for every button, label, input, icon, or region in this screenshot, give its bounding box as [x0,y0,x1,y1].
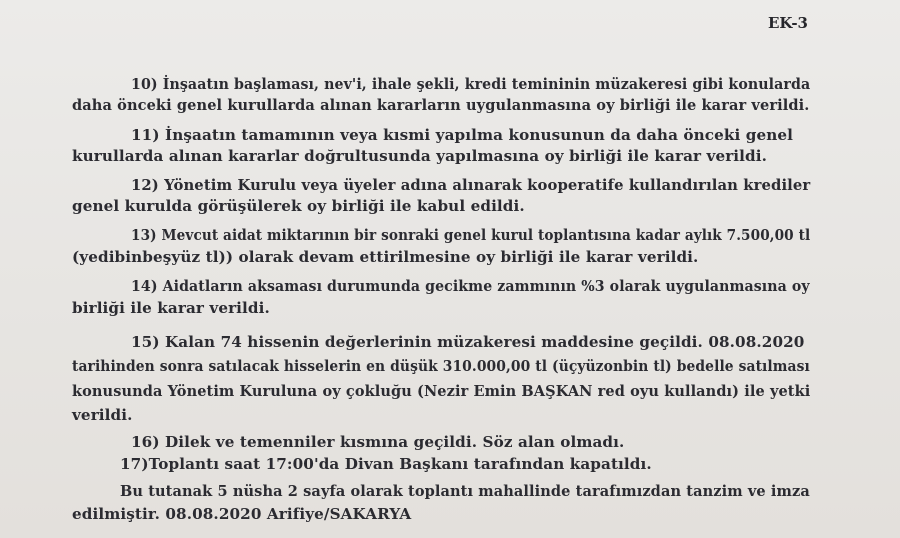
item-15-line-2: tarihinden sonra satılacak hisselerin en düşük 310.000,00 tl (üçyüzonbin tl) bedelle satılması [72,357,810,375]
item-16-line-1: 16) Dilek ve temenniler kısmına geçildi. Söz alan olmadı. [131,433,625,451]
closing-line-2: edilmiştir. 08.08.2020 Arifiye/SAKARYA [72,505,412,523]
item-13-line-1: 13) Mevcut aidat miktarının bir sonraki genel kurul toplantısına kadar aylık 7.500,00 tl [131,226,811,244]
item-10-line-2: daha önceki genel kurullarda alınan kararların uygulanmasına oy birliği ile karar verildi. [72,96,810,114]
item-15-line-1: 15) Kalan 74 hissenin değerlerinin müzakeresi maddesine geçildi. 08.08.2020 [131,333,805,351]
page-tag: EK-3 [767,14,808,32]
item-13-line-2: (yedibinbeşyüz tl)) olarak devam ettirilmesine oy birliği ile karar verildi. [72,248,699,266]
item-11-line-2: kurullarda alınan kararlar doğrultusunda yapılmasına oy birliği ile karar verildi. [72,147,768,165]
item-14-line-1: 14) Aidatların aksaması durumunda gecikme zammının %3 olarak uygulanmasına oy [131,277,810,295]
item-17-line-1: 17)Toplantı saat 17:00'da Divan Başkanı tarafından kapatıldı. [120,455,652,473]
item-12-line-2: genel kurulda görüşülerek oy birliği ile kabul edildi. [72,197,525,215]
item-14-line-2: birliği ile karar verildi. [72,299,270,317]
item-12-line-1: 12) Yönetim Kurulu veya üyeler adına alınarak kooperatife kullandırılan krediler [131,176,811,194]
item-15-line-4: verildi. [72,406,133,424]
item-15-line-3: konusunda Yönetim Kuruluna oy çokluğu (Nezir Emin BAŞKAN red oyu kullandı) ile yetki [72,382,811,400]
item-11-line-1: 11) İnşaatın tamamının veya kısmi yapılma konusunun da daha önceki genel [131,126,794,144]
item-10-line-1: 10) İnşaatın başlaması, nev'i, ihale şekli, kredi temininin müzakeresi gibi konularda [131,75,811,93]
closing-line-1: Bu tutanak 5 nüsha 2 sayfa olarak toplantı mahallinde tarafımızdan tanzim ve imza [120,482,810,500]
